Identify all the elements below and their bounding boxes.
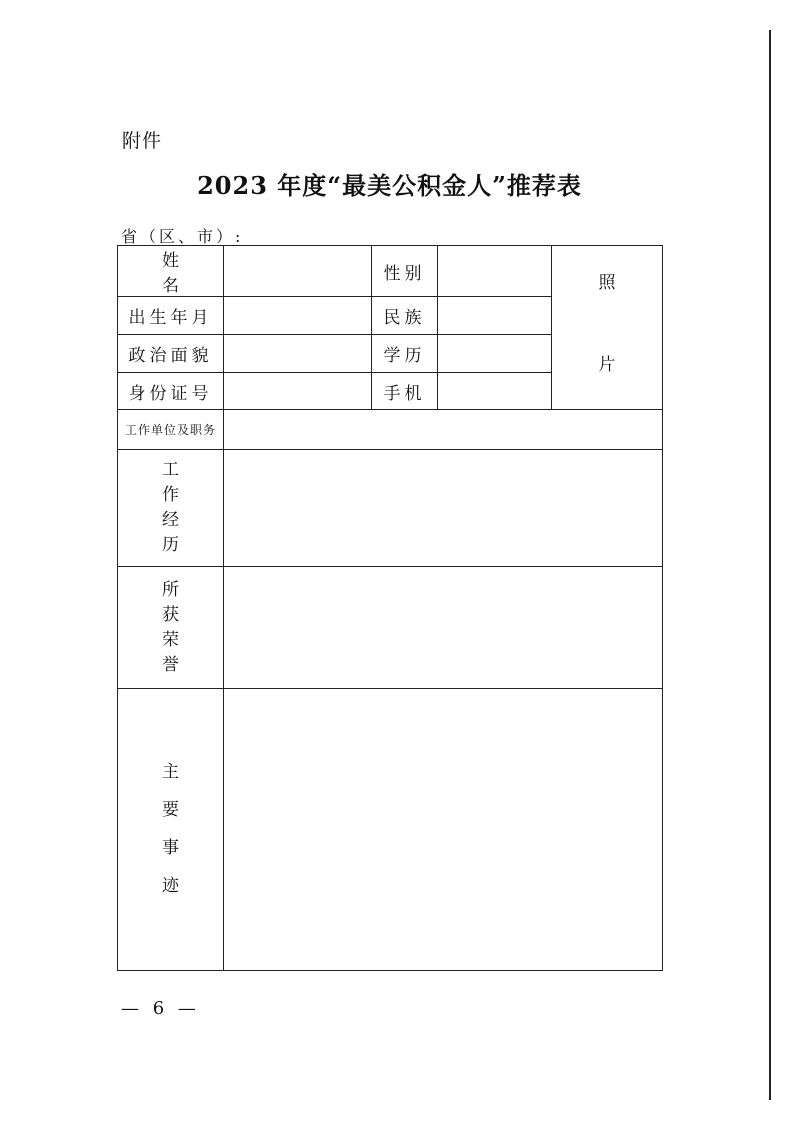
attachment-label: 附件 [122,130,163,152]
phone-field[interactable] [438,373,552,410]
photo-label-top: 照 [598,273,616,293]
page-number: — 6 — [121,998,200,1019]
honors-char: 荣 [162,629,179,650]
deeds-field[interactable] [224,689,663,971]
ethnicity-field[interactable] [438,297,552,335]
work-history-char: 经 [162,510,179,530]
workplace-field[interactable] [224,410,663,450]
work-history-field[interactable] [224,450,663,567]
political-field[interactable] [224,335,372,373]
ethnicity-label: 民族 [372,297,438,335]
education-field[interactable] [438,335,552,373]
gender-label: 性别 [372,246,438,297]
education-label: 学历 [372,335,438,373]
political-label: 政治面貌 [118,335,224,373]
id-label: 身份证号 [118,373,224,410]
page-edge-line [769,30,771,1100]
name-field[interactable] [224,246,372,297]
photo-box[interactable] [552,246,663,410]
work-history-char: 作 [162,485,179,505]
recommendation-form [117,245,663,971]
work-history-char: 历 [162,535,179,555]
honors-char: 誉 [162,654,179,675]
honors-field[interactable] [224,567,663,689]
deeds-char: 迹 [162,876,179,896]
name-label: 姓名 [118,246,224,297]
deeds-char: 事 [162,838,179,858]
gender-field[interactable] [438,246,552,297]
deeds-char: 主 [162,762,179,782]
phone-label: 手机 [372,373,438,410]
deeds-char: 要 [162,800,179,820]
id-field[interactable] [224,373,372,410]
honors-char: 获 [162,604,179,625]
page-title: 2023 年度“最美公积金人”推荐表 [197,171,582,200]
birth-field[interactable] [224,297,372,335]
province-label: 省（区、市）: [121,227,244,246]
work-history-char: 工 [162,460,179,480]
workplace-label: 工作单位及职务 [118,410,224,450]
deeds-label [118,689,224,971]
honors-char: 所 [162,579,179,600]
photo-label-bottom: 片 [598,355,616,375]
work-history-label [118,450,224,567]
birth-label: 出生年月 [118,297,224,335]
honors-label [118,567,224,689]
